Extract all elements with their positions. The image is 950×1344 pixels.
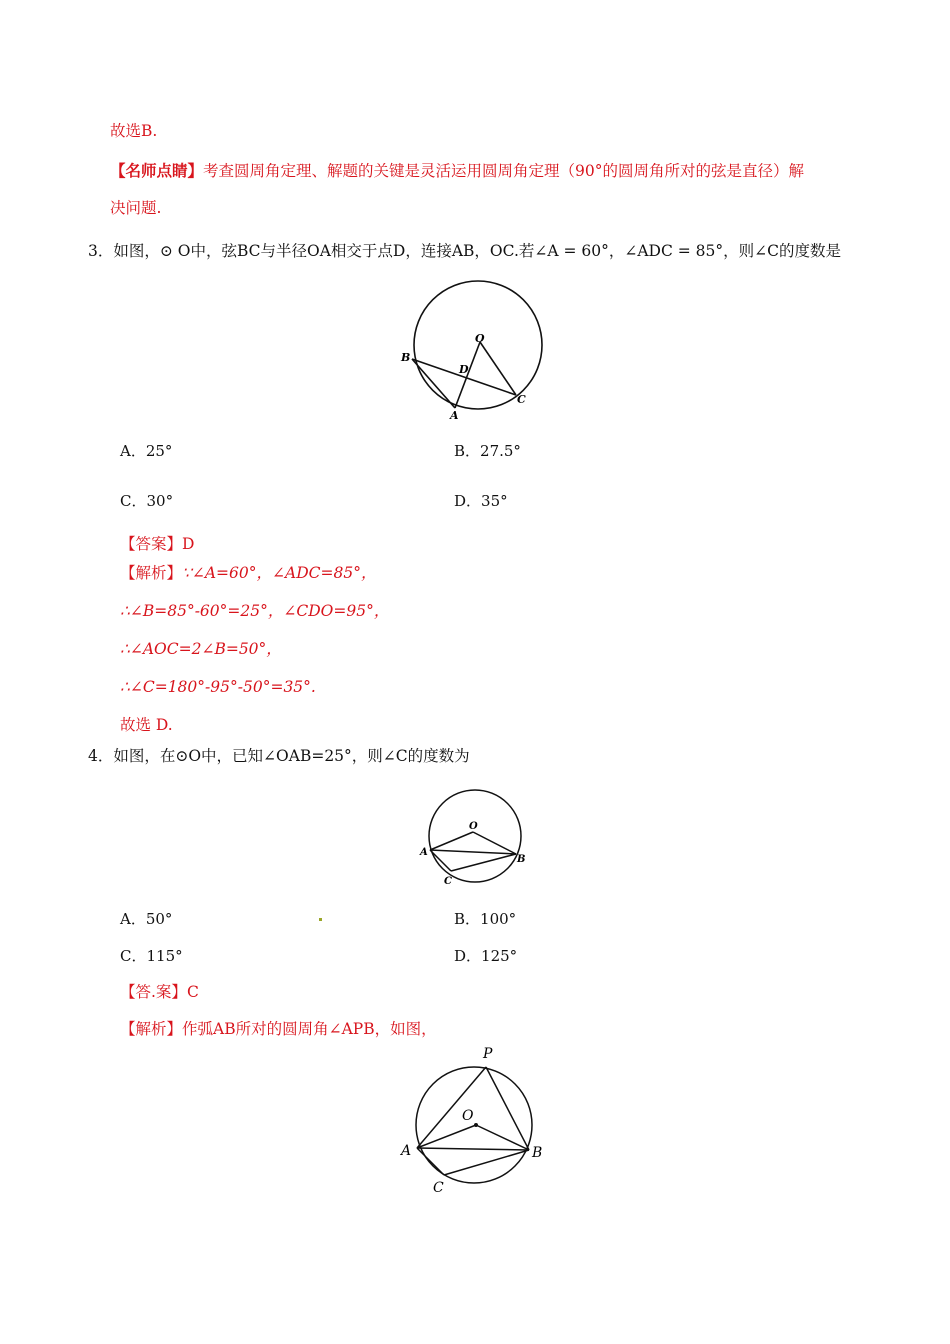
q3-option-d: D．35° — [454, 492, 508, 510]
segment-ac — [417, 1148, 444, 1175]
label-b: B — [532, 1145, 543, 1161]
segment-cb — [444, 1150, 529, 1175]
q4-analysis — [120, 1019, 437, 1039]
q3-answer-tag: 【答案】 — [120, 535, 183, 553]
question-3-figure — [398, 280, 548, 422]
q3-analysis-line1: 【解析】∵∠A=60°，∠ADC=85°， — [120, 564, 377, 582]
label-o: O — [462, 1108, 474, 1124]
label-o: O — [469, 821, 478, 832]
question-3-stem: 3．如图，⊙ O中，弦BC与半径OA相交于点D，连接AB，OC.若∠A = 60°，∠ADC = 85°，则∠C的度数是 — [88, 242, 842, 260]
q3-option-b: B．27.5° — [454, 442, 521, 460]
radius-oa — [430, 832, 473, 850]
chord-ab — [430, 850, 516, 854]
teacher-tip-text: 考查圆周角定理、解题的关键是灵活运用圆周角定理（90°的圆周角所对的弦是直径）解 — [203, 162, 804, 180]
q4-option-b: B．100° — [454, 910, 517, 928]
segment-ac — [430, 850, 451, 871]
label-a: A — [450, 409, 459, 422]
radius-ob — [476, 1125, 529, 1150]
label-a: A — [420, 847, 428, 858]
chord-ab — [417, 1148, 529, 1150]
q3-analysis-line3: ∴∠AOC=2∠B=50°， — [120, 640, 282, 658]
q4-answer — [120, 982, 199, 1002]
q3-analysis-tag: 【解析】 — [120, 564, 183, 582]
q4-analysis-tag: 【解析】 — [120, 1020, 183, 1038]
question-4-figure — [418, 788, 533, 890]
label-d: D — [459, 363, 469, 376]
q3-answer — [120, 534, 194, 554]
stray-dot — [319, 918, 322, 921]
radius-ob — [473, 832, 516, 854]
label-c: C — [433, 1180, 444, 1196]
segment-pb — [486, 1067, 529, 1150]
segment-pa — [417, 1067, 486, 1148]
q3-option-c: C．30° — [120, 492, 174, 510]
prev-conclusion: 故选B. — [110, 122, 158, 140]
teacher-tip-line1 — [110, 161, 804, 181]
q4-option-d: D．125° — [454, 947, 518, 965]
segment-cb — [451, 854, 516, 871]
label-c: C — [444, 876, 452, 887]
label-b: B — [401, 351, 411, 364]
label-o: O — [475, 332, 485, 345]
teacher-tip-line2: 决问题. — [110, 199, 162, 217]
q3-analysis-line5: 故选 D. — [120, 716, 173, 734]
center-point — [474, 1123, 478, 1127]
label-c: C — [517, 393, 526, 406]
q3-analysis-line4: ∴∠C=180°-95°-50°=35°. — [120, 678, 316, 696]
q4-answer-value: C — [186, 983, 199, 1001]
teacher-tip-tag: 【名师点睛】 — [110, 161, 204, 180]
label-b: B — [517, 854, 526, 865]
q4-analysis-text: 作弧AB所对的圆周角∠APB，如图， — [182, 1020, 437, 1038]
circle-o — [429, 790, 521, 882]
question-4-stem: 4．如图，在⊙O中，已知∠OAB=25°，则∠C的度数为 — [88, 747, 470, 765]
q4-answer-tag: 【答.案】 — [120, 983, 187, 1001]
q4-analysis-figure — [396, 1040, 551, 1198]
q3-answer-value: D — [182, 535, 195, 553]
label-p: P — [483, 1046, 493, 1062]
q4-option-a: A．50° — [120, 910, 173, 928]
segment-oc — [480, 342, 516, 395]
label-a: A — [401, 1143, 412, 1159]
q4-option-c: C．115° — [120, 947, 183, 965]
q3-option-a: A．25° — [120, 442, 173, 460]
q3-analysis-line2: ∴∠B=85°-60°=25°，∠CDO=95°， — [120, 602, 390, 620]
circle-o — [414, 281, 542, 409]
